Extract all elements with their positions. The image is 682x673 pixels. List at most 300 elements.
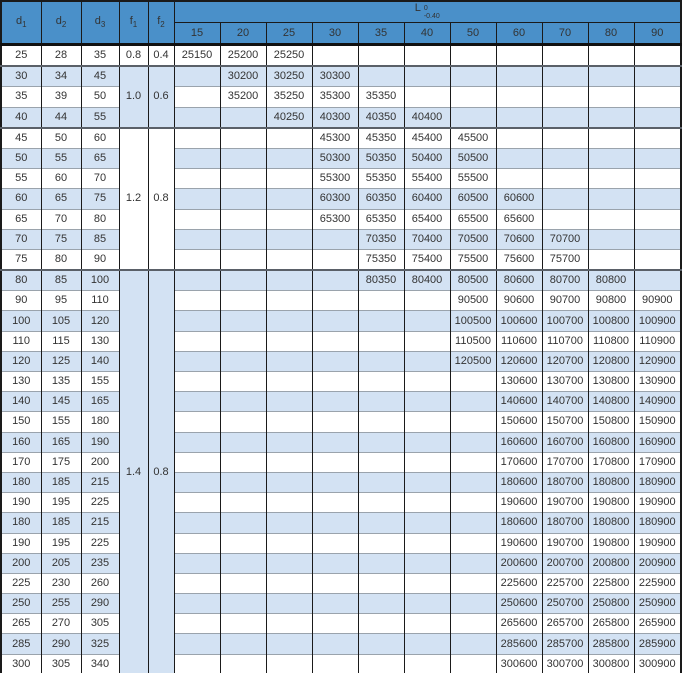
d2-cell: 270 [41,614,81,634]
length-cell-50: 90500 [450,291,496,311]
table-row [1,493,681,513]
d3-cell: 85 [81,229,119,249]
d3-cell: 140 [81,351,119,371]
length-cell-15 [174,87,220,107]
length-cell-35: 70350 [358,229,404,249]
table-row [1,594,681,614]
length-cell-15 [174,351,220,371]
length-cell-20 [220,452,266,472]
length-cell-25 [266,148,312,168]
length-cell-70: 90700 [542,291,588,311]
d2-cell: 125 [41,351,81,371]
length-cell-90: 140900 [634,392,681,412]
col-header-d2-sub: 2 [61,20,67,29]
length-cell-50 [450,372,496,392]
length-cell-15 [174,128,220,149]
length-cell-35: 55350 [358,169,404,189]
length-cell-15 [174,654,220,673]
table-row [1,45,681,67]
length-cell-40 [404,614,450,634]
length-cell-35 [358,634,404,654]
length-cell-90 [634,128,681,149]
length-cell-25 [266,654,312,673]
length-cell-40: 45400 [404,128,450,149]
length-cell-25 [266,392,312,412]
length-cell-90: 180900 [634,513,681,533]
d2-cell: 75 [41,229,81,249]
length-cell-60: 140600 [496,392,542,412]
length-cell-30 [312,311,358,331]
length-cell-60: 250600 [496,594,542,614]
length-col-header-30: 30 [312,23,358,45]
d2-cell: 50 [41,128,81,149]
length-cell-35 [358,412,404,432]
length-cell-25 [266,128,312,149]
length-cell-15 [174,189,220,209]
length-cell-60: 80600 [496,270,542,291]
length-cell-30 [312,553,358,573]
d3-cell: 45 [81,66,119,87]
d2-cell: 185 [41,513,81,533]
table-row [1,573,681,593]
length-cell-25 [266,169,312,189]
d2-cell: 95 [41,291,81,311]
length-cell-70: 250700 [542,594,588,614]
length-cell-70: 190700 [542,533,588,553]
length-cell-35: 80350 [358,270,404,291]
length-cell-80 [588,209,634,229]
length-cell-25 [266,331,312,351]
d1-cell: 30 [1,66,41,87]
d1-cell: 65 [1,209,41,229]
length-cell-30 [312,270,358,291]
length-cell-15 [174,513,220,533]
length-cell-90 [634,45,681,67]
length-cell-80 [588,169,634,189]
length-cell-50: 45500 [450,128,496,149]
table-row [1,614,681,634]
length-cell-20 [220,311,266,331]
length-cell-15 [174,107,220,128]
length-cell-60 [496,87,542,107]
f1-cell: 1.2 [119,128,148,270]
length-cell-60: 65600 [496,209,542,229]
length-cell-60: 75600 [496,249,542,270]
table-row [1,392,681,412]
length-cell-40: 55400 [404,169,450,189]
col-header-f1-label: f [129,15,133,27]
d2-cell: 80 [41,249,81,270]
length-cell-70: 75700 [542,249,588,270]
length-cell-50 [450,614,496,634]
length-cell-50: 75500 [450,249,496,270]
length-cell-90: 190900 [634,533,681,553]
length-cell-80: 130800 [588,372,634,392]
length-cell-70: 200700 [542,553,588,573]
length-cell-40 [404,66,450,87]
length-cell-90 [634,87,681,107]
length-cell-80 [588,45,634,67]
length-cell-35 [358,513,404,533]
length-cell-40 [404,291,450,311]
length-cell-30 [312,351,358,371]
length-cell-70: 180700 [542,472,588,492]
length-cell-20 [220,148,266,168]
length-cell-90: 300900 [634,654,681,673]
length-cell-15 [174,270,220,291]
f2-cell: 0.8 [148,128,174,270]
length-cell-80: 160800 [588,432,634,452]
f1-cell: 0.8 [119,45,148,67]
d3-cell: 165 [81,392,119,412]
table-row [1,209,681,229]
length-cell-60: 180600 [496,513,542,533]
length-cell-40: 75400 [404,249,450,270]
length-cell-50 [450,533,496,553]
d2-cell: 175 [41,452,81,472]
length-cell-35 [358,392,404,412]
length-cell-15 [174,229,220,249]
length-cell-25 [266,412,312,432]
d3-cell: 50 [81,87,119,107]
d2-cell: 60 [41,169,81,189]
length-cell-40 [404,372,450,392]
length-cell-80 [588,87,634,107]
length-cell-50: 70500 [450,229,496,249]
d1-cell: 100 [1,311,41,331]
length-cell-35: 50350 [358,148,404,168]
length-cell-80: 300800 [588,654,634,673]
table-header [1,1,681,45]
length-cell-90: 200900 [634,553,681,573]
length-cell-35 [358,553,404,573]
length-cell-80: 140800 [588,392,634,412]
d1-cell: 75 [1,249,41,270]
length-cell-60: 170600 [496,452,542,472]
length-cell-70: 110700 [542,331,588,351]
length-cell-40 [404,654,450,673]
length-cell-15: 25150 [174,45,220,67]
length-cell-50 [450,654,496,673]
length-cell-50 [450,87,496,107]
d3-cell: 215 [81,472,119,492]
length-cell-90 [634,249,681,270]
length-cell-25 [266,513,312,533]
f2-cell: 0.8 [148,270,174,673]
table-row [1,169,681,189]
d1-cell: 120 [1,351,41,371]
length-cell-30 [312,614,358,634]
col-header-f1-sub: 1 [132,20,138,29]
length-cell-30: 50300 [312,148,358,168]
d3-cell: 260 [81,573,119,593]
length-cell-35 [358,452,404,472]
length-cell-20 [220,209,266,229]
length-cell-70: 150700 [542,412,588,432]
length-cell-25 [266,189,312,209]
length-cell-30: 65300 [312,209,358,229]
d1-cell: 160 [1,432,41,452]
length-cell-60 [496,148,542,168]
d2-cell: 305 [41,654,81,673]
length-cell-50 [450,573,496,593]
length-cell-90: 190900 [634,493,681,513]
length-cell-40: 65400 [404,209,450,229]
length-cell-15 [174,249,220,270]
length-cell-30 [312,533,358,553]
length-cell-90: 250900 [634,594,681,614]
d2-cell: 230 [41,573,81,593]
col-header-f2 [148,1,174,45]
length-cell-35 [358,331,404,351]
length-cell-80: 80800 [588,270,634,291]
length-cell-60: 180600 [496,472,542,492]
length-cell-50: 60500 [450,189,496,209]
length-cell-25 [266,634,312,654]
length-cell-25: 35250 [266,87,312,107]
length-cell-30: 40300 [312,107,358,128]
length-cell-50 [450,493,496,513]
length-cell-20 [220,372,266,392]
length-cell-20 [220,189,266,209]
length-cell-25 [266,270,312,291]
f1-cell: 1.0 [119,66,148,128]
d3-cell: 55 [81,107,119,128]
table-row [1,148,681,168]
length-cell-15 [174,553,220,573]
length-cell-20 [220,128,266,149]
d2-cell: 165 [41,432,81,452]
d1-cell: 40 [1,107,41,128]
length-cell-25: 30250 [266,66,312,87]
length-cell-70: 140700 [542,392,588,412]
table-row [1,472,681,492]
d1-cell: 110 [1,331,41,351]
tolerance-lower: -0.40 [423,13,440,20]
d2-cell: 205 [41,553,81,573]
length-cell-60: 70600 [496,229,542,249]
length-cell-35 [358,573,404,593]
d3-cell: 225 [81,533,119,553]
length-cell-60: 225600 [496,573,542,593]
length-cell-20 [220,249,266,270]
length-cell-80: 180800 [588,513,634,533]
length-cell-20 [220,392,266,412]
length-cell-60: 190600 [496,493,542,513]
length-cell-35: 45350 [358,128,404,149]
length-cell-35: 35350 [358,87,404,107]
length-cell-90: 225900 [634,573,681,593]
length-cell-15 [174,412,220,432]
length-cell-20 [220,331,266,351]
d1-cell: 190 [1,533,41,553]
length-cell-30 [312,331,358,351]
length-col-header-20: 20 [220,23,266,45]
length-cell-40: 60400 [404,189,450,209]
length-cell-25 [266,553,312,573]
length-cell-20: 30200 [220,66,266,87]
d2-cell: 155 [41,412,81,432]
table-row [1,412,681,432]
length-cell-70: 265700 [542,614,588,634]
d3-cell: 155 [81,372,119,392]
length-cell-70: 225700 [542,573,588,593]
length-cell-20 [220,634,266,654]
length-cell-30: 35300 [312,87,358,107]
length-cell-80: 225800 [588,573,634,593]
d3-cell: 110 [81,291,119,311]
length-cell-40 [404,452,450,472]
length-cell-80 [588,66,634,87]
d2-cell: 195 [41,493,81,513]
length-cell-40: 80400 [404,270,450,291]
length-cell-30 [312,392,358,412]
length-cell-40 [404,553,450,573]
d1-cell: 250 [1,594,41,614]
col-header-d2-label: d [55,15,62,27]
table-row [1,291,681,311]
length-cell-25 [266,291,312,311]
length-cell-25: 25250 [266,45,312,67]
table-row [1,107,681,128]
length-cell-70: 190700 [542,493,588,513]
length-cell-50 [450,513,496,533]
length-cell-35: 40350 [358,107,404,128]
length-cell-50 [450,392,496,412]
d3-cell: 180 [81,412,119,432]
table-body [1,45,681,673]
length-cell-20 [220,432,266,452]
d3-cell: 340 [81,654,119,673]
length-cell-35 [358,45,404,67]
length-cell-15 [174,573,220,593]
length-cell-35 [358,614,404,634]
length-cell-20 [220,472,266,492]
length-cell-50: 55500 [450,169,496,189]
length-cell-15 [174,493,220,513]
d1-cell: 80 [1,270,41,291]
d2-cell: 34 [41,66,81,87]
length-cell-50 [450,45,496,67]
length-cell-35: 65350 [358,209,404,229]
length-cell-70: 80700 [542,270,588,291]
length-cell-70: 170700 [542,452,588,472]
table-row [1,229,681,249]
f1-cell: 1.4 [119,270,148,673]
length-cell-50 [450,594,496,614]
length-cell-70 [542,209,588,229]
length-cell-70 [542,128,588,149]
length-cell-60 [496,128,542,149]
length-cell-80: 150800 [588,412,634,432]
length-col-header-15: 15 [174,23,220,45]
length-cell-80: 90800 [588,291,634,311]
col-header-d3-label: d [94,15,101,27]
d1-cell: 130 [1,372,41,392]
d1-cell: 180 [1,472,41,492]
length-cell-20 [220,614,266,634]
length-cell-70 [542,66,588,87]
length-cell-35 [358,311,404,331]
length-cell-70 [542,148,588,168]
col-header-d3 [81,1,119,45]
length-cell-20 [220,513,266,533]
table-row [1,634,681,654]
d3-cell: 200 [81,452,119,472]
length-cell-15 [174,432,220,452]
table-row [1,533,681,553]
length-cell-90: 120900 [634,351,681,371]
f2-cell: 0.6 [148,66,174,128]
col-header-d3-sub: 3 [100,20,106,29]
length-cell-90: 90900 [634,291,681,311]
d1-cell: 25 [1,45,41,67]
d1-cell: 35 [1,87,41,107]
length-cell-60: 110600 [496,331,542,351]
length-cell-70 [542,169,588,189]
length-cell-40 [404,533,450,553]
length-cell-35: 60350 [358,189,404,209]
f2-cell: 0.4 [148,45,174,67]
length-cell-20 [220,493,266,513]
length-cell-30 [312,291,358,311]
length-cell-40 [404,513,450,533]
length-cell-15 [174,169,220,189]
length-cell-60 [496,45,542,67]
length-cell-30 [312,372,358,392]
d1-cell: 300 [1,654,41,673]
length-cell-35 [358,594,404,614]
d1-cell: 180 [1,513,41,533]
length-cell-60: 90600 [496,291,542,311]
length-cell-50 [450,66,496,87]
table-row [1,452,681,472]
tolerance-upper: 0 [423,4,428,12]
d1-cell: 150 [1,412,41,432]
length-cell-50: 110500 [450,331,496,351]
length-cell-35 [358,654,404,673]
table-row [1,311,681,331]
header-row-top [1,1,681,23]
length-cell-80 [588,128,634,149]
length-cell-40 [404,351,450,371]
d2-cell: 185 [41,472,81,492]
length-cell-90: 110900 [634,331,681,351]
length-cell-35 [358,432,404,452]
length-cell-35 [358,472,404,492]
length-cell-50 [450,452,496,472]
length-cell-40 [404,412,450,432]
length-cell-15 [174,452,220,472]
length-cell-40 [404,311,450,331]
length-cell-90 [634,66,681,87]
length-cell-40 [404,392,450,412]
length-cell-80: 285800 [588,634,634,654]
length-cell-90: 265900 [634,614,681,634]
length-cell-80: 190800 [588,533,634,553]
length-cell-50 [450,107,496,128]
d1-cell: 45 [1,128,41,149]
length-cell-90: 180900 [634,472,681,492]
length-cell-20 [220,553,266,573]
d1-cell: 200 [1,553,41,573]
length-cell-15 [174,291,220,311]
length-cell-90 [634,169,681,189]
d1-cell: 140 [1,392,41,412]
d1-cell: 70 [1,229,41,249]
length-col-header-40: 40 [404,23,450,45]
length-cell-50 [450,472,496,492]
